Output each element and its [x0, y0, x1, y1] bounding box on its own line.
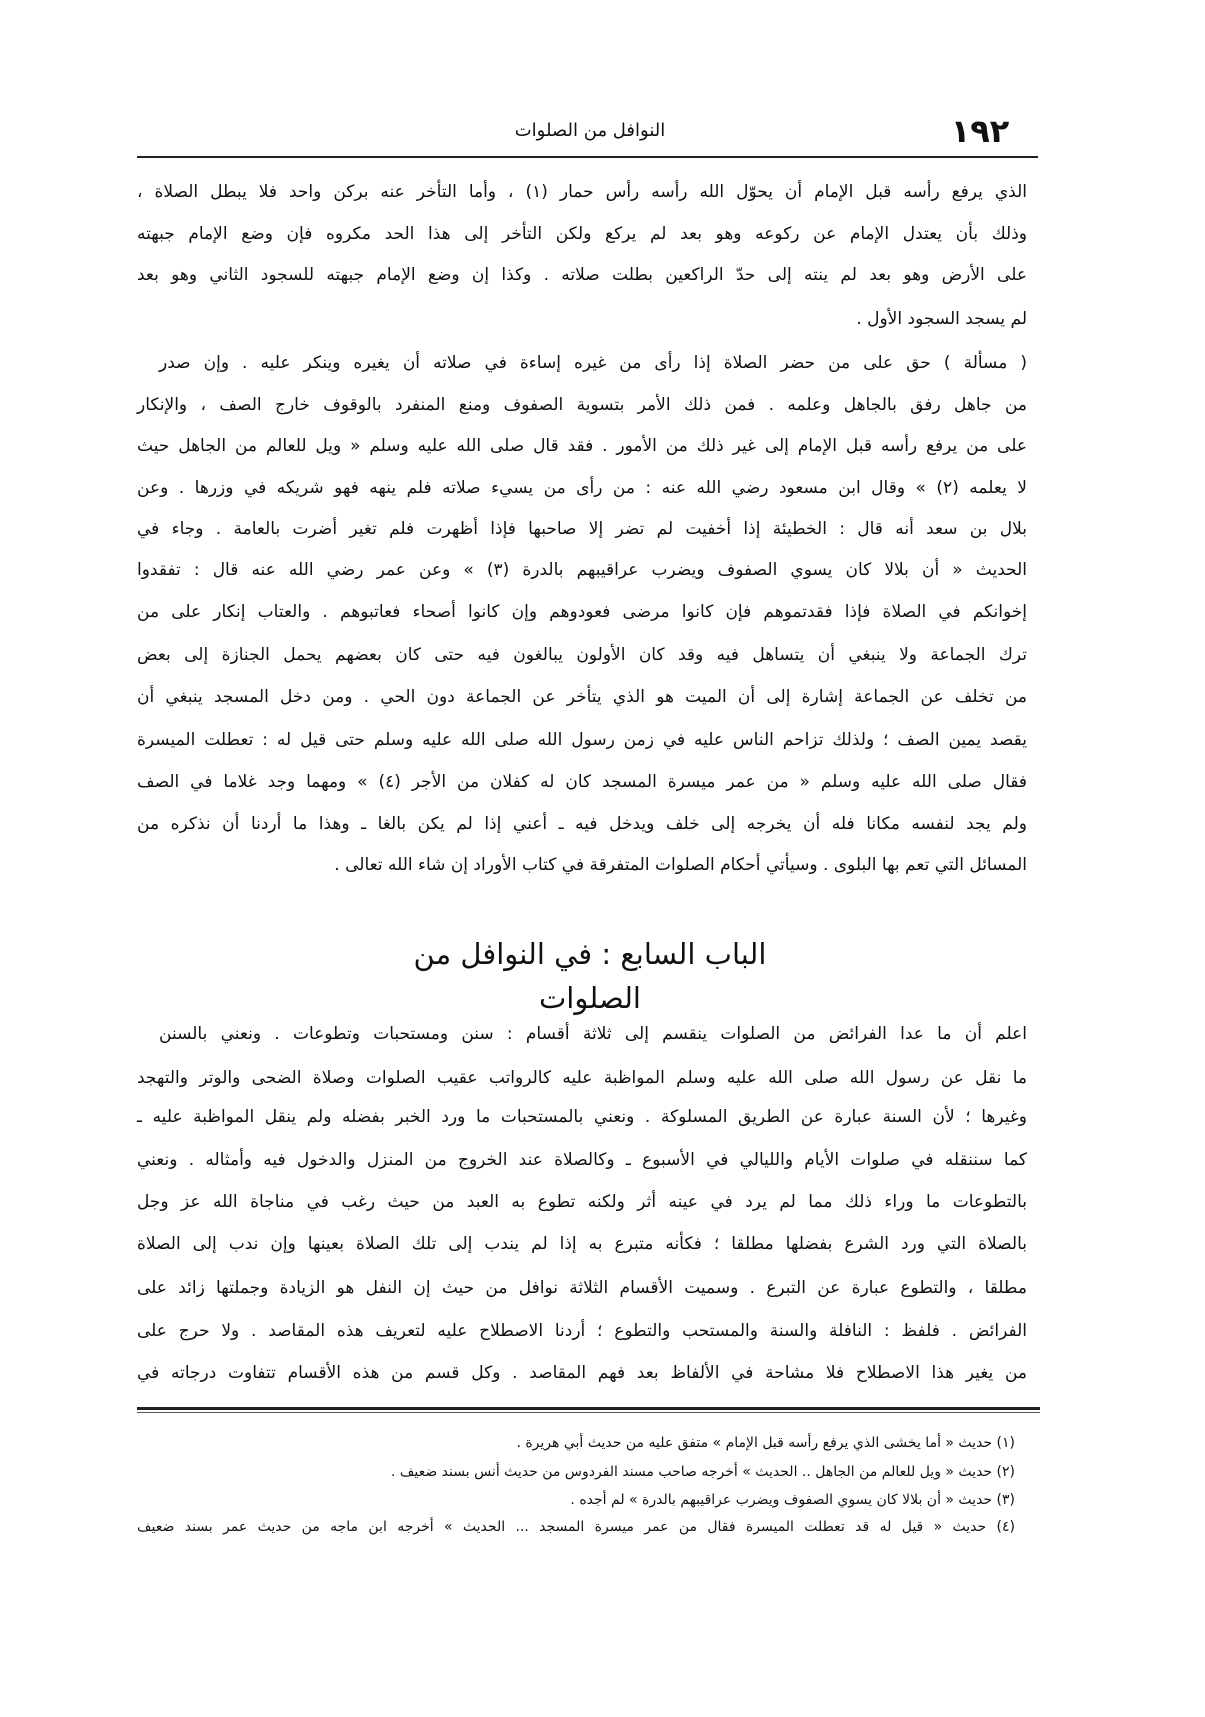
text-line: على من يرفع رأسه قبل الإمام إلى غير ذلك من الأمور . فقد قال صلى الله عليه وسلم « ويل للعالم من الجاهل حيث	[137, 436, 1027, 456]
text-line: الفرائض . فلفظ : النافلة والسنة والمستحب والتطوع ؛ أردنا الاصطلاح عليه لتعريف هذه المقاصد . ولا حرج على	[137, 1321, 1027, 1341]
footnote-rule-thin	[137, 1412, 1040, 1413]
header-rule	[137, 156, 1038, 158]
text-line: كما سننقله في صلوات الأيام والليالي في الأسبوع ـ وكالصلاة عند الخروج من المنزل والدخول فيه وأمثاله . ونعني	[137, 1150, 1027, 1170]
footnote: (٤) حديث « قيل له قد تعطلت الميسرة فقال من عمر ميسرة المسجد ... الحديث » أخرجه ابن ماجه من حديث عمر بسند ضعيف	[137, 1519, 1015, 1535]
text-line: بالتطوعات ما وراء ذلك مما لم يرد في عينه أثر ولكنه تطوع به العبد من حيث رغب في مناجاة الله عز وجل	[137, 1192, 1027, 1212]
text-line: من تخلف عن الجماعة إشارة إلى أن الميت هو الذي يتأخر عن الجماعة دون الحي . ومن دخل المسجد ينبغي أن	[137, 687, 1027, 707]
footnote-rule	[137, 1407, 1040, 1410]
text-line: من جاهل رفق بالجاهل وعلمه . فمن ذلك الأمر بتسوية الصفوف ومنع المنفرد بالوقوف خارج الصف ، والإنكار	[137, 395, 1027, 415]
footnote: (٣) حديث « أن بلالا كان يسوي الصفوف ويضرب عراقيبهم بالدرة » لم أجده .	[570, 1492, 1015, 1508]
text-line: ما نقل عن رسول الله صلى الله عليه وسلم المواظبة عليه كالرواتب عقيب الصلوات وصلاة الضحى والوتر والتهجد	[137, 1068, 1027, 1088]
text-line: مطلقا ، والتطوع عبارة عن التبرع . وسميت الأقسام الثلاثة نوافل من حيث إن النفل هو الزيادة وجملتها زائد على	[137, 1278, 1027, 1298]
page-number: ١٩٢	[950, 112, 1010, 150]
text-line: إخوانكم في الصلاة فإذا فقدتموهم فإن كانوا مرضى فعودوهم وإن كانوا أصحاء فعاتبوهم . والعتاب إنكار على من	[137, 602, 1027, 622]
text-line: فقال صلى الله عليه وسلم « من عمر ميسرة المسجد كان له كفلان من الأجر (٤) » ومهما وجد غلاما في الصف	[137, 772, 1027, 792]
text-line: الذي يرفع رأسه قبل الإمام أن يحوّل الله رأسه رأس حمار (١) ، وأما التأخر عنه بركن واحد فلا يبطل الصلاة ،	[137, 182, 1027, 202]
text-line: وذلك بأن يعتدل الإمام عن ركوعه وهو بعد لم يركع ولكن التأخر إلى هذا الحد مكروه فإن وضع الإمام جبهته	[137, 224, 1027, 244]
text-line: من يغير هذا الاصطلاح فلا مشاحة في الألفاظ بعد فهم المقاصد . وكل قسم من هذه الأقسام تتفاوت درجاته في	[137, 1363, 1027, 1383]
text-line: المسائل التي تعم بها البلوى . وسيأتي أحكام الصلوات المتفرقة في كتاب الأوراد إن شاء الله تعالى .	[334, 855, 1027, 875]
text-line: بالصلاة التي ورد الشرع بفضلها مطلقا ؛ فكأنه متبرع به إذا لم يندب إلى تلك الصلاة بعينها وإن ندب إلى الصلاة	[137, 1234, 1027, 1254]
text-line: ( مسألة ) حق على من حضر الصلاة إذا رأى من غيره إساءة في صلاته أن يغيره وينكر عليه . وإن صدر	[159, 353, 1027, 373]
text-line: الحديث « أن بلالا كان يسوي الصفوف ويضرب عراقيبهم بالدرة (٣) » وعن عمر رضي الله عنه قال : تفقدوا	[137, 560, 1027, 580]
footnote: (١) حديث « أما يخشى الذي يرفع رأسه قبل الإمام » متفق عليه من حديث أبي هريرة .	[516, 1435, 1015, 1451]
footnote: (٢) حديث « ويل للعالم من الجاهل .. الحديث » أخرجه صاحب مسند الفردوس من حديث أنس بسند ضعيف .	[390, 1464, 1015, 1480]
text-line: يقصد يمين الصف ؛ ولذلك تزاحم الناس عليه في زمن رسول الله صلى الله عليه وسلم حتى قيل له : تعطلت الميسرة	[137, 730, 1027, 750]
chapter-heading: الباب السابع : في النوافل من الصلوات	[413, 937, 767, 1015]
text-line: لا يعلمه (٢) » وقال ابن مسعود رضي الله عنه : من رأى من يسيء صلاته فلم ينهه فهو شريكه في وزرها . وعن	[137, 478, 1027, 498]
text-line: على الأرض وهو بعد لم ينته إلى حدّ الراكعين بطلت صلاته . وكذا إن وضع الإمام جبهته للسجود الثاني وهو بعد	[137, 265, 1027, 285]
text-line: لم يسجد السجود الأول .	[856, 309, 1027, 329]
text-line: بلال بن سعد أنه قال : الخطيئة إذا أخفيت لم تضر إلا صاحبها فإذا أظهرت فلم تغير أضرت بالعامة . وجاء في	[137, 519, 1027, 539]
text-line: وغيرها ؛ لأن السنة عبارة عن الطريق المسلوكة . ونعني بالمستحبات ما ورد الخبر بفضله ولم ينقل المواظبة عليه ـ	[137, 1107, 1027, 1127]
text-line: ولم يجد لنفسه مكانا فله أن يخرجه إلى خلف ويدخل فيه ـ أعني إذا لم يكن بالغا ـ وهذا ما أردنا أن نذكره من	[137, 814, 1027, 834]
text-line: اعلم أن ما عدا الفرائض من الصلوات ينقسم إلى ثلاثة أقسام : سنن ومستحبات وتطوعات . ونعني بالسنن	[159, 1024, 1027, 1044]
text-line: ترك الجماعة ولا ينبغي أن يتساهل فيه وقد كان الأولون يبالغون فيه حتى كان بعضهم يحمل الجنازة إلى بعض	[137, 645, 1027, 665]
running-title: النوافل من الصلوات	[514, 120, 666, 141]
